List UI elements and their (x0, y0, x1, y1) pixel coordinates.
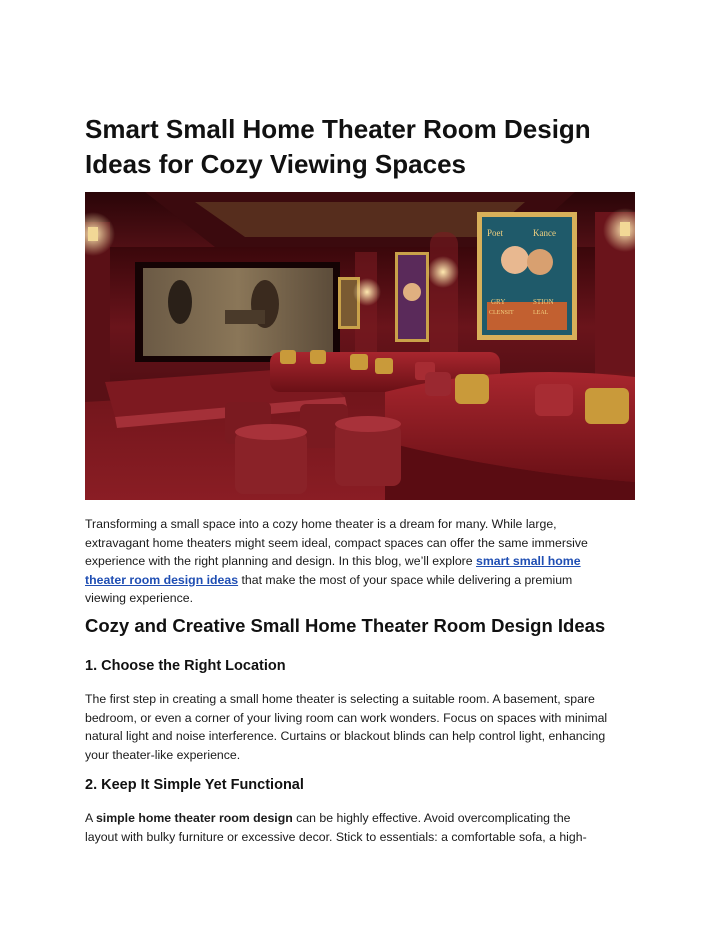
intro-line-3 (85, 552, 640, 571)
poster-word-clensit: CLENSIT (489, 310, 514, 316)
step-1-line-4: your theater-like experience. (85, 747, 241, 762)
step-1-line-1: The first step in creating a small home theater is selecting a suitable room. A basement, spare (85, 692, 595, 706)
step-1-paragraph (85, 690, 640, 764)
intro-line-4-text: that make the most of your space while delivering a premium (238, 572, 573, 587)
intro-line-1: Transforming a small space into a cozy home theater is a dream for many. While large, (85, 517, 557, 531)
title-line-1: Smart Small Home Theater Room Design (85, 114, 591, 144)
poster-word-stion: STION (533, 298, 554, 306)
poster-word-leal: LEAL (533, 310, 549, 316)
step-2-line-2: layout with bulky furniture or excessive decor. Stick to essentials: a comfortable sofa, a high- (85, 829, 587, 844)
title-line-2: Ideas for Cozy Viewing Spaces (85, 149, 466, 179)
poster-word-kance: Kance (533, 228, 556, 238)
step-2-line-1 (85, 809, 640, 828)
poster-word-poet: Poet (487, 228, 504, 238)
step-2-paragraph (85, 809, 640, 846)
page-title (85, 112, 645, 182)
poster-word-gry: GRY (491, 298, 506, 306)
intro-line-4 (85, 571, 640, 590)
intro-line-3-text: experience with the right planning and design. In this blog, we’ll explore (85, 554, 477, 568)
step-1-line-3: natural light and noise interference. Curtains or blackout blinds can help control light, enhancing (85, 729, 606, 743)
intro-line-2: extravagant home theaters might seem ideal, compact spaces can offer the same immersive (85, 535, 588, 550)
hero-image (85, 192, 635, 500)
step-2-bold-phrase: simple home theater room design (95, 811, 293, 825)
article-link-part-1[interactable]: smart small home (476, 554, 581, 568)
step-2-line-1-suffix: can be highly effective. Avoid overcomplicating the (292, 811, 571, 825)
step-1-line-2: bedroom, or even a corner of your living room can work wonders. Focus on spaces with minimal (85, 710, 608, 725)
step-2-line-1-prefix: A (85, 811, 96, 825)
section-heading: Cozy and Creative Small Home Theater Room Design Ideas (85, 615, 606, 636)
intro-line-5: viewing experience. (85, 591, 194, 605)
step-1-heading: 1. Choose the Right Location (85, 658, 286, 674)
step-2-heading: 2. Keep It Simple Yet Functional (85, 777, 304, 793)
intro-paragraph (85, 515, 640, 608)
article-link-part-2[interactable]: theater room design ideas (85, 572, 239, 587)
